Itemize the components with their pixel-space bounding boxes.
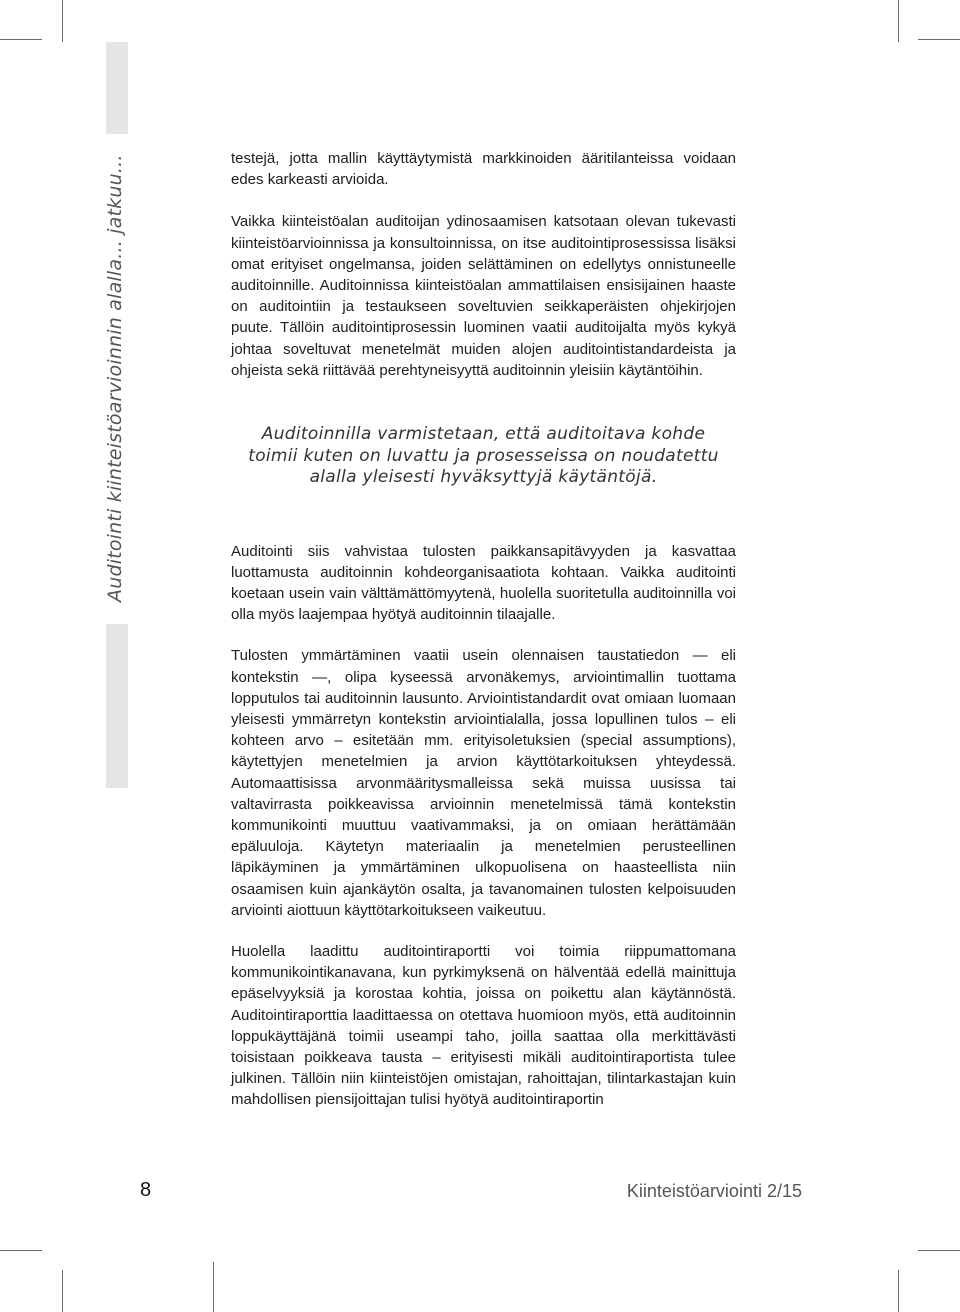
crop-mark xyxy=(213,1262,214,1312)
crop-mark xyxy=(898,1270,899,1312)
crop-mark xyxy=(918,1250,960,1251)
paragraph: Auditointi siis vahvistaa tulosten paikkansapitävyyden ja kasvattaa luottamusta auditoinnin kohdeorganisaatiota kohtaan. Vaikka auditointi koetaan usein vain välttämättömyytenä, huolella suoritetulla auditoinnilla voi olla myös laajempaa hyötyä auditoinnin tilaajalle. xyxy=(231,542,736,624)
journal-issue: Kiinteistöarviointi 2/15 xyxy=(626,1181,802,1201)
pull-quote-line: toimii kuten on luvattu ja prosesseissa on noudatettu xyxy=(248,445,719,466)
paragraph: Tulosten ymmärtäminen vaatii usein olennaisen taustatiedon — eli kontekstin —, olipa kyseessä arvonäkemys, arviointimallin tuottama lopputulos tai auditoinnin lausunto. Arviointistandardit ovat omiaan luomaan yleisesti ymmärretyn kontekstin arviointialalla, jossa lopullinen tulos – eli kohteen arvo – esitetään mm. erityisoletuksien (special assumptions), käytettyjen menetelmien ja arvion käyttötarkoituksen yhteydessä. Automaattisissa arvonmääritysmalleissa sekä muissa uusissa tai valtavirrasta poikkeavissa arvioinnin menetelmissä tämä kontekstin kommunikointi muuttuu vaativammaksi, ja on omiaan herättämään epäluuloja. Käytetyn materiaalin ja menetelmien perusteellinen läpikäyminen ja ymmärtäminen ulkopuolisena on haasteellista niin osaamisen kuin ajankäytön osalta, ja tavanomainen tulosten kelpoisuuden arviointi aiottuun käyttötarkoitukseen vaikeutuu. xyxy=(231,647,736,919)
paragraph: Huolella laadittu auditointiraportti voi toimia riippumattomana kommunikointikanavana, kun pyrkimyksenä on hälventää edellä mainittuja epäselvyyksiä ja korostaa kohtia, joissa on poikettu alan käytännöstä. Auditointiraporttia laadittaessa on otettava huomioon myös, että auditoinnin loppukäyttäjänä toimii useampi taho, joilla saattaa olla merkittävästi toisistaan poikkeava tausta – erityisesti mikäli auditointiraportista tulee julkinen. Tällöin niin kiinteistöjen omistajan, rahoittajan, tilintarkastajan kuin mahdollisen piensijoittajan tulisi hyötyä auditointiraportin xyxy=(231,942,736,1109)
page-number: 8 xyxy=(140,1179,152,1201)
side-bar-bottom xyxy=(106,624,128,788)
paragraph: Vaikka kiinteistöalan auditoijan ydinosaamisen katsotaan olevan tukevasti kiinteistöarvioinnissa ja konsultoinnissa, on itse auditointiprosessissa lisäksi omat erityiset ongelmansa, joiden selättäminen on edellytys onnistuneelle auditoinnille. Auditoinnissa kiinteistöalan ammattilaisen ensisijainen haaste on auditointiin ja testaukseen soveltuvien seikkaperäisten ohjekirjojen puute. Tällöin auditointiprosessin luominen vaatii auditoijalta myös kykyä johtaa soveltuvat menetelmät muiden alojen auditointistandardeista ja ohjeista sekä riittävää perehtyneisyyttä auditoinnin yleisiin käytäntöihin. xyxy=(231,213,736,379)
crop-mark xyxy=(62,0,63,42)
crop-mark xyxy=(0,1250,42,1251)
side-bar-top xyxy=(106,42,128,134)
pull-quote-line: alalla yleisesti hyväksyttyjä käytäntöjä. xyxy=(309,467,658,488)
crop-mark xyxy=(898,0,899,42)
crop-mark xyxy=(0,39,42,40)
pull-quote-line: Auditoinnilla varmistetaan, että auditoitava kohde xyxy=(261,424,706,445)
section-side-label: Auditointi kiinteistöarvioinnin alalla... jatkuu... xyxy=(104,154,126,602)
paragraph: testejä, jotta mallin käyttäytymistä markkinoiden ääritilanteissa voidaan edes karkeasti arvioida. xyxy=(231,150,736,189)
pull-quote xyxy=(231,424,736,489)
crop-mark xyxy=(62,1270,63,1312)
article-body xyxy=(231,148,736,1111)
crop-mark xyxy=(918,39,960,40)
